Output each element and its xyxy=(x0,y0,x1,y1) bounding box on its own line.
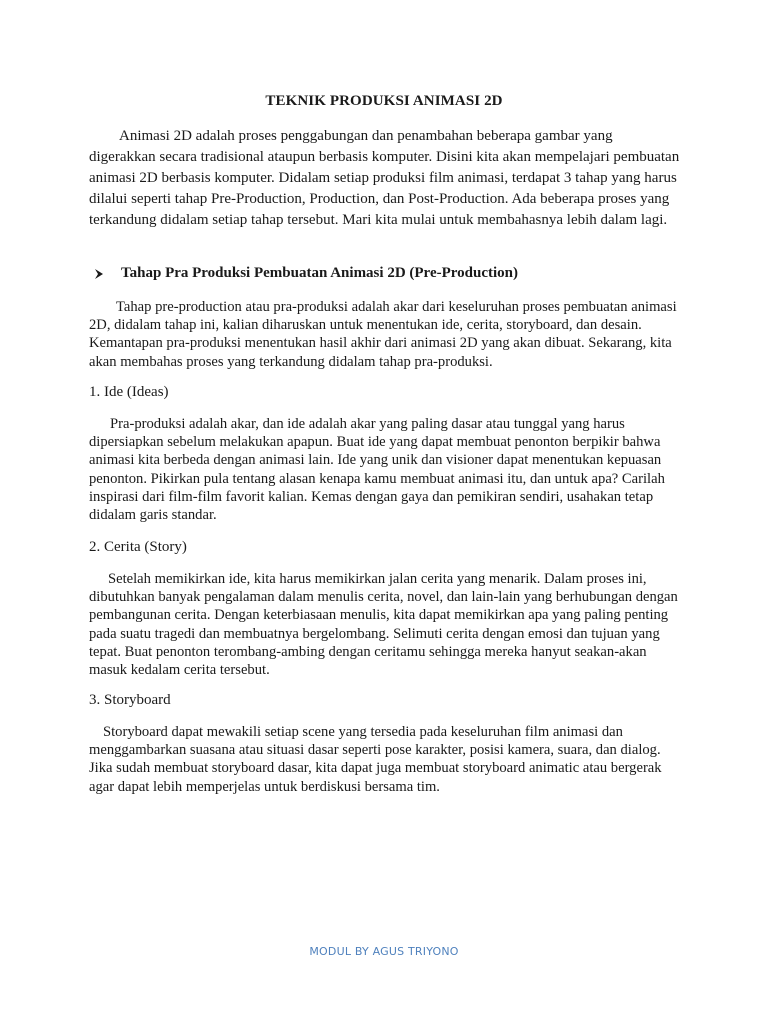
subsection-heading-storyboard: 3. Storyboard xyxy=(89,692,171,708)
subsection-heading-ideas: 1. Ide (Ideas) xyxy=(89,384,169,400)
subsection-body-ideas: Pra-produksi adalah akar, dan ide adalah akar yang paling dasar atau tunggal yang harus dipersiapkan sebelum melakukan apapun. Buat ide yang dapat membuat penonton berpikir bahwa animasi kita berbeda dengan animasi lain. Ide yang unik dan visioner dapat menentukan kepuasan penonton. Pikirkan pula tentang alasan kenapa kamu membuat animasi itu, dan untuk apa? Carilah inspirasi dari film-film favorit kalian. Kemas dengan gaya dan pemikiran sendiri, usahakan tetap didalam garis standar. xyxy=(89,416,665,524)
subsection-body-storyboard: Storyboard dapat mewakili setiap scene yang tersedia pada keseluruhan film animasi dan menggambarkan suasana atau situasi dasar seperti pose karakter, posisi kamera, suara, dan dialog. Jika sudah membuat storyboard dasar, kita dapat juga membuat storyboard animatic atau bergerak agar dapat lebih memperjelas untuk berdiskusi bersama tim. xyxy=(89,724,662,795)
intro-paragraph: Animasi 2D adalah proses penggabungan dan penambahan beberapa gambar yang digerakkan secara tradisional ataupun berbasis komputer. Disini kita akan mempelajari pembuatan animasi 2D berbasis komputer. Didalam setiap produksi film animasi, terdapat 3 tahap yang harus dilalui seperti tahap Pre-Production, Production, dan Post-Production. Ada beberapa proses yang terkandung didalam setiap tahap tersebut. Mari kita mulai untuk membahasnya lebih dalam lagi. xyxy=(89,128,680,228)
page-footer: MODUL BY AGUS TRIYONO xyxy=(309,945,459,958)
section-intro-paragraph: Tahap pre-production atau pra-produksi adalah akar dari keseluruhan proses pembuatan animasi 2D, didalam tahap ini, kalian diharuskan untuk menentukan ide, cerita, storyboard, dan desain. Kemantapan pra-produksi menentukan hasil akhir dari animasi 2D yang akan dibuat. Sekarang, kita akan membahas proses yang terkandung didalam tahap pra-produksi. xyxy=(89,299,677,370)
subsection-heading-story: 2. Cerita (Story) xyxy=(89,539,187,555)
document-title: TEKNIK PRODUKSI ANIMASI 2D xyxy=(265,93,503,109)
arrow-bullet-icon xyxy=(93,268,105,280)
section-heading xyxy=(93,265,518,282)
section-heading-text: Tahap Pra Produksi Pembuatan Animasi 2D (Pre-Production) xyxy=(121,265,518,281)
subsection-body-story: Setelah memikirkan ide, kita harus memikirkan jalan cerita yang menarik. Dalam proses ini, dibutuhkan banyak pengalaman dalam menulis cerita, novel, dan lain-lain yang berhubungan dengan pembangunan cerita. Dengan keterbiasaan menulis, kita dapat memikirkan apa yang paling penting pada suatu tragedi dan membuatnya bergelombang. Selimuti cerita dengan emosi dan tujuan yang tepat. Buat penonton terombang-ambing dengan ceritamu sehingga mereka hanyut seakan-akan masuk kedalam cerita tersebut. xyxy=(89,571,678,679)
